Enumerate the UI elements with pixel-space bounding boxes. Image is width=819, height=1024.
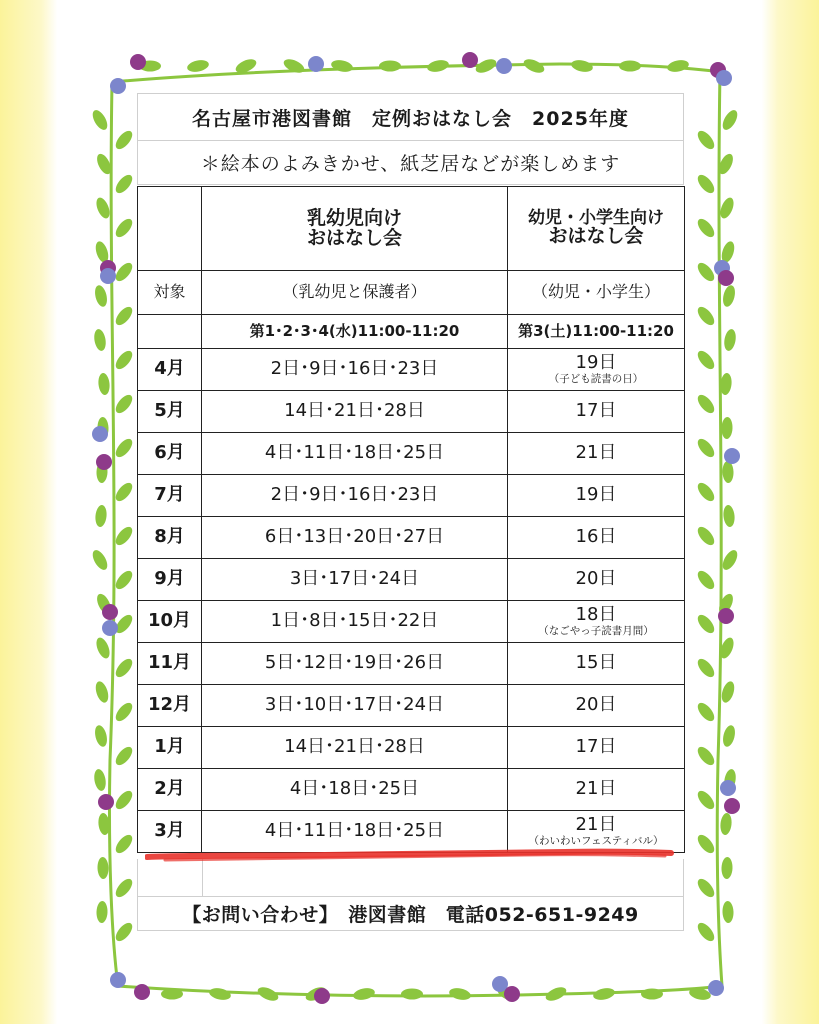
child-date-note: （子ども読書の日） <box>548 372 644 385</box>
child-time: 第3(土)11:00-11:20 <box>508 315 685 349</box>
target-label: 対象 <box>138 271 202 315</box>
page-title: 名古屋市港図書館 定例おはなし会 2025年度 <box>137 93 684 141</box>
table-row <box>138 685 685 727</box>
child-date-cell <box>508 685 685 727</box>
month-cell: 12月 <box>138 685 202 727</box>
time-row <box>138 315 685 349</box>
infant-dates-cell: 3日･10日･17日･24日 <box>202 685 508 727</box>
child-date: 21日 <box>575 778 617 800</box>
child-date-cell <box>508 391 685 433</box>
infant-column-header <box>202 187 508 271</box>
child-date-cell <box>508 601 685 643</box>
month-cell: 4月 <box>138 349 202 391</box>
child-date: 17日 <box>575 736 617 758</box>
child-date: 21日 <box>575 442 617 464</box>
child-column-header <box>508 187 685 271</box>
infant-dates-cell: 4日･11日･18日･25日 <box>202 433 508 475</box>
child-date: 20日 <box>575 694 617 716</box>
child-date-cell <box>508 517 685 559</box>
child-date-cell <box>508 349 685 391</box>
table-row <box>138 349 685 391</box>
child-date-cell <box>508 559 685 601</box>
child-date-cell <box>508 643 685 685</box>
table-row <box>138 517 685 559</box>
child-title-line1: 幼児・小学生向け <box>528 207 664 228</box>
child-date: 19日 <box>575 352 617 374</box>
infant-dates-cell: 2日･9日･16日･23日 <box>202 349 508 391</box>
subtitle-note: ＊絵本のよみきかせ、紙芝居などが楽しめます <box>137 141 684 185</box>
child-date-note: （なごやっ子読書月間） <box>538 624 654 637</box>
child-date-cell <box>508 433 685 475</box>
infant-dates-cell: 5日･12日･19日･26日 <box>202 643 508 685</box>
month-cell: 7月 <box>138 475 202 517</box>
infant-dates-cell: 4日･11日･18日･25日 <box>202 811 508 853</box>
child-date-note: （わいわいフェスティバル） <box>528 834 664 847</box>
table-row <box>138 643 685 685</box>
child-date: 19日 <box>575 484 617 506</box>
target-row <box>138 271 685 315</box>
header-empty-cell <box>138 187 202 271</box>
child-date: 21日 <box>575 814 617 836</box>
month-cell: 6月 <box>138 433 202 475</box>
infant-dates-cell: 4日･18日･25日 <box>202 769 508 811</box>
infant-dates-cell: 3日･17日･24日 <box>202 559 508 601</box>
infant-dates-cell: 14日･21日･28日 <box>202 727 508 769</box>
table-row <box>138 601 685 643</box>
table-row <box>138 475 685 517</box>
infant-target: （乳幼児と保護者） <box>202 271 508 315</box>
table-row <box>138 559 685 601</box>
month-cell: 8月 <box>138 517 202 559</box>
child-date: 20日 <box>575 568 617 590</box>
table-row <box>138 727 685 769</box>
month-cell: 1月 <box>138 727 202 769</box>
child-date: 16日 <box>575 526 617 548</box>
infant-title-line1: 乳幼児向け <box>306 206 402 229</box>
infant-dates-cell: 1日･8日･15日･22日 <box>202 601 508 643</box>
child-target: （幼児・小学生） <box>508 271 685 315</box>
infant-dates-cell: 6日･13日･20日･27日 <box>202 517 508 559</box>
month-cell: 9月 <box>138 559 202 601</box>
child-date-cell <box>508 475 685 517</box>
time-empty-cell <box>138 315 202 349</box>
month-cell: 2月 <box>138 769 202 811</box>
infant-time: 第1･2･3･4(水)11:00-11:20 <box>202 315 508 349</box>
infant-title-line2: おはなし会 <box>306 226 402 249</box>
table-row <box>138 433 685 475</box>
schedule-table <box>137 186 685 853</box>
infant-dates-cell: 2日･9日･16日･23日 <box>202 475 508 517</box>
child-date: 18日 <box>575 604 617 626</box>
child-date: 17日 <box>575 400 617 422</box>
contact-info: 【お問い合わせ】 港図書館 電話052-651-9249 <box>137 896 684 931</box>
child-date: 15日 <box>575 652 617 674</box>
table-row <box>138 769 685 811</box>
month-rows <box>138 349 685 853</box>
schedule-sheet <box>137 93 684 931</box>
child-date-cell <box>508 727 685 769</box>
infant-dates-cell: 14日･21日･28日 <box>202 391 508 433</box>
month-cell: 10月 <box>138 601 202 643</box>
month-cell: 11月 <box>138 643 202 685</box>
red-annotation-stroke <box>145 845 675 865</box>
month-cell: 5月 <box>138 391 202 433</box>
month-cell: 3月 <box>138 811 202 853</box>
table-header-row <box>138 187 685 271</box>
child-title-line2: おはなし会 <box>548 225 644 248</box>
child-date-cell <box>508 769 685 811</box>
table-row <box>138 391 685 433</box>
